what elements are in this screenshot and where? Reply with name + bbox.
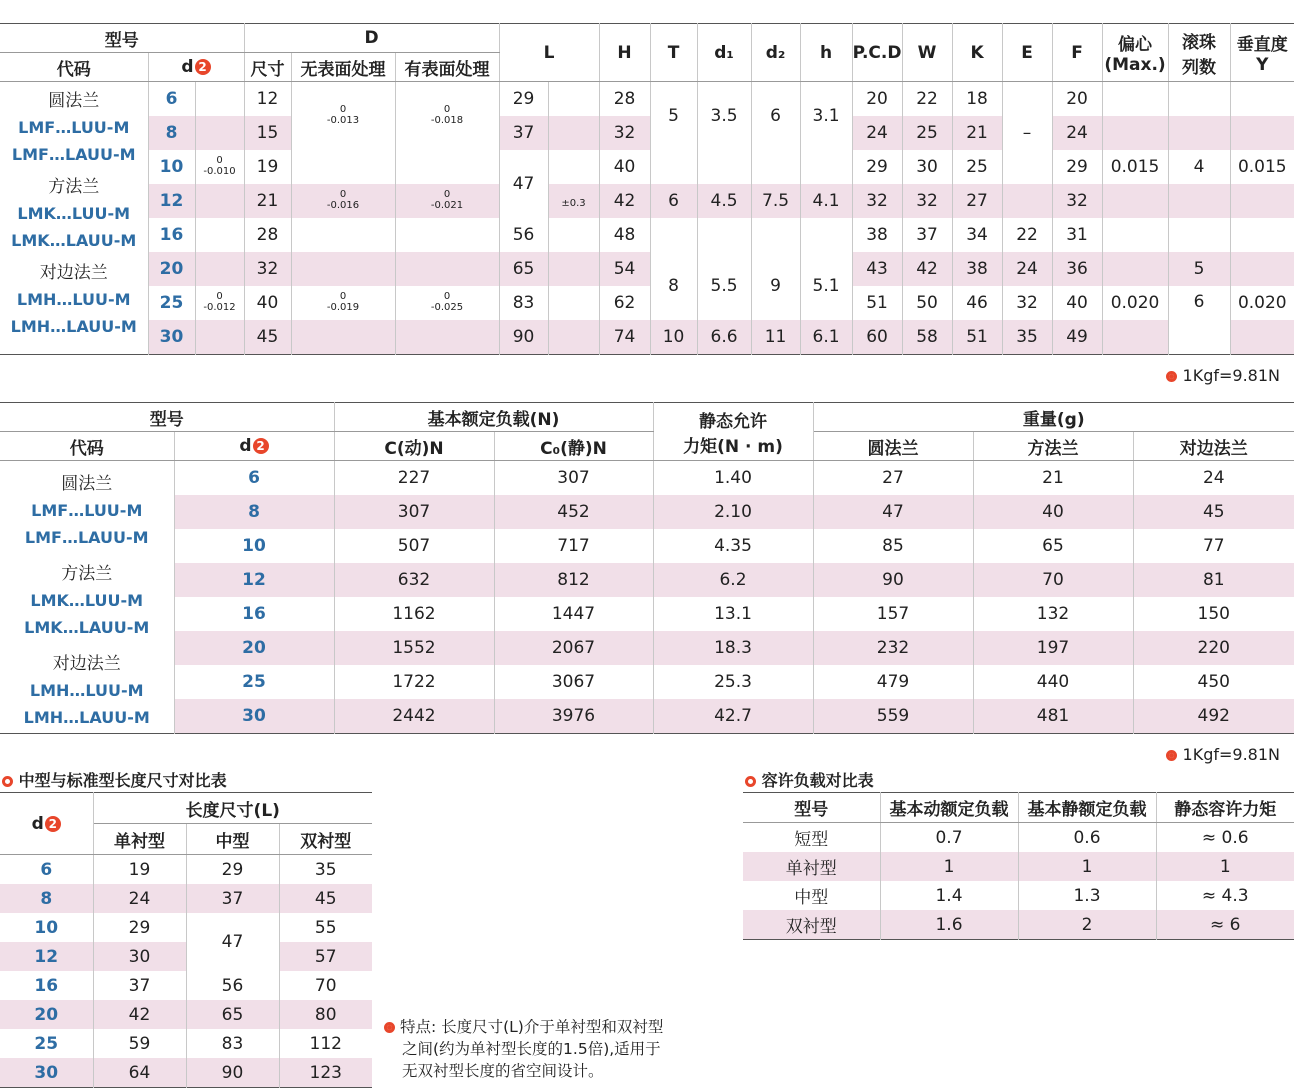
d-value: 6 [148,82,195,117]
dynamic-load-value: 1.6 [880,910,1018,940]
header-H: H [599,24,650,82]
d-value: 20 [0,1000,93,1029]
c0-static-value: 307 [494,461,653,496]
D-tol: 0 -0.021 [395,184,499,218]
header-L: L [499,24,599,82]
header-T: T [650,24,697,82]
type-value: 单衬型 [743,852,880,881]
square-flange-weight: 40 [973,495,1133,529]
single-value: 64 [93,1058,186,1088]
header-round-flange: 圆法兰 [813,432,973,461]
H-value: 28 [599,82,650,117]
static-moment-value: 4.35 [653,529,813,563]
d-value: 16 [174,597,334,631]
bullet-icon [1166,750,1177,761]
c-dynamic-value: 1722 [334,665,494,699]
E-value: 24 [1002,252,1052,286]
E-value: – [1002,82,1052,185]
table-row [0,563,1294,597]
T-value: 10 [650,320,697,355]
H-value: 74 [599,320,650,355]
eccentricity-value: 0.020 [1102,286,1168,320]
F-value: 32 [1052,184,1102,218]
square-flange-weight: 481 [973,699,1133,734]
dynamic-load-value: 1 [880,852,1018,881]
E-value: 22 [1002,218,1052,252]
W-value: 22 [902,82,952,117]
static-moment-value: 25.3 [653,665,813,699]
d-value: 25 [174,665,334,699]
D-value: 19 [244,150,291,184]
static-moment-value: 13.1 [653,597,813,631]
d-value: 16 [0,971,93,1000]
static-moment-value: 2.10 [653,495,813,529]
d-value: 8 [0,884,93,913]
two-side-flange-weight: 77 [1202,536,1225,556]
c0-static-value: 3067 [494,665,653,699]
unit-note-1: 1Kgf=9.81N [1166,366,1280,385]
pcd-value: 43 [852,252,902,286]
L-value: 65 [499,252,548,286]
h-value: 4.1 [800,184,852,218]
mid-value: 65 [186,1000,279,1029]
double-value: 70 [314,975,337,996]
static-moment-value: 18.3 [653,631,813,665]
K-value: 21 [952,116,1002,150]
header-d: d 2 [174,432,334,461]
single-value: 30 [93,942,186,971]
header-c-dynamic: C(动)N [334,432,494,461]
pcd-value: 38 [852,218,902,252]
L-value: 90 [499,320,548,355]
header-h: h [800,24,852,82]
W-value: 50 [902,286,952,320]
h-value: 3.1 [800,82,852,151]
double-value: 45 [279,884,372,913]
dynamic-load-value: 1.4 [880,881,1018,910]
header-model: 型号 [0,24,244,53]
F-value: 31 [1052,218,1102,252]
d-value: 20 [174,631,334,665]
header-K: K [952,24,1002,82]
d-value: 30 [174,699,334,734]
E-value: 32 [1002,286,1052,320]
round-flange-weight: 559 [813,699,973,734]
static-moment-value: 1.40 [653,461,813,496]
d1-value: 5.5 [697,252,751,320]
pcd-value: 29 [852,150,902,184]
static-moment-value: ≈ 6 [1156,910,1294,940]
d2-value: 11 [751,320,800,355]
round-flange-weight: 85 [813,529,973,563]
single-value: 29 [93,913,186,942]
mid-value: 37 [186,884,279,913]
pcd-value: 51 [852,286,902,320]
d-value: 30 [148,320,195,355]
static-moment-value: 6.2 [653,563,813,597]
table-row [0,631,1294,665]
header-mid: 中型 [186,824,279,855]
single-value: 42 [93,1000,186,1029]
D-value: 15 [244,116,291,150]
header-static-moment: 静态容许力矩 [1156,793,1294,823]
mid-value: 83 [186,1029,279,1058]
header-size: 尺寸 [244,53,291,82]
K-value: 34 [952,218,1002,252]
two-side-flange-weight: 150 [1197,604,1230,624]
c-dynamic-value: 632 [334,563,494,597]
F-value: 36 [1052,252,1102,286]
header-weight: 重量(g) [813,403,1294,432]
circle-bullet-icon [2,776,13,787]
header-ball-rows: 滚珠 列数 [1168,24,1230,82]
W-value: 42 [902,252,952,286]
static-moment-value: 42.7 [653,699,813,734]
two-side-flange-weight: 492 [1133,699,1294,734]
header-code: 代码 [0,432,174,461]
D-tol: 0 -0.019 [291,286,395,320]
table-row [743,852,1294,881]
c0-static-value: 717 [494,529,653,563]
c-dynamic-value: 507 [334,529,494,563]
T-value: 8 [650,252,697,320]
dynamic-load-value: 0.7 [880,823,1018,853]
header-pcd: P.C.D [852,24,902,82]
mid-value: 56 [186,971,279,1000]
table-row [0,597,1294,631]
round-flange-weight: 47 [813,495,973,529]
D-value: 45 [244,320,291,355]
K-value: 18 [952,82,1002,117]
table-row [0,495,1294,529]
model-codes: 圆法兰 LMF…LUU-M LMF…LAUU-M 方法兰 LMK…LUU-M LMK…LAUU-M 对边法兰 LMH…LUU-M LMH…LAUU-M [0,82,148,355]
round-flange-weight: 157 [813,597,973,631]
d1-value: 3.5 [697,82,751,151]
round-flange-weight: 27 [813,461,973,496]
perpendicularity-value: 0.015 [1237,157,1287,177]
square-flange-weight: 132 [973,597,1133,631]
D-value: 21 [244,184,291,218]
table-row [0,665,1294,699]
pcd-value: 32 [852,184,902,218]
W-value: 58 [902,320,952,355]
H-value: 32 [599,116,650,150]
header-dynamic-load: 基本动额定负载 [880,793,1018,823]
D-value: 28 [244,218,291,252]
K-value: 51 [952,320,1002,355]
T-value: 5 [650,82,697,151]
header-d2: d₂ [751,24,800,82]
header-d: d 2 [148,53,244,82]
d-value: 8 [148,116,195,150]
header-D: D [244,24,499,53]
header-model: 型号 [0,403,334,432]
double-value: 80 [279,1000,372,1029]
pcd-value: 60 [852,320,902,355]
static-moment-value: ≈ 4.3 [1201,885,1249,906]
D-tol: 0 -0.025 [395,286,499,320]
header-no-surface: 无表面处理 [291,53,395,82]
H-value: 40 [599,150,650,184]
single-value: 19 [93,855,186,885]
c0-static-value: 452 [494,495,653,529]
mid-value: 90 [186,1058,279,1088]
K-value: 27 [952,184,1002,218]
marker-2-icon: 2 [253,438,269,454]
square-flange-weight: 197 [973,631,1133,665]
d-tol: 0 -0.010 [195,150,244,184]
c-dynamic-value: 1552 [334,631,494,665]
E-value: 35 [1002,320,1052,355]
single-value: 37 [93,971,186,1000]
model-codes: 圆法兰 LMF…LUU-M LMF…LAUU-M 方法兰 LMK…LUU-M LMK…LAUU-M 对边法兰 LMH…LUU-M LMH…LAUU-M [0,461,174,734]
static-load-value: 1.3 [1018,881,1156,910]
c-dynamic-value: 2442 [334,699,494,734]
header-surface: 有表面处理 [395,53,499,82]
h-value: 5.1 [800,252,852,320]
d-value: 25 [148,286,195,320]
D-value: 40 [244,286,291,320]
d-value: 12 [0,942,93,971]
c-dynamic-value: 227 [334,461,494,496]
d1-value: 4.5 [697,184,751,218]
pcd-value: 20 [852,82,902,117]
header-E: E [1002,24,1052,82]
unit-note-2: 1Kgf=9.81N [1166,745,1280,764]
c-dynamic-value: 307 [334,495,494,529]
header-c0-static: C₀(静)N [494,432,653,461]
two-side-flange-weight: 450 [1197,672,1230,692]
d-value: 10 [148,150,195,184]
d2-value: 9 [751,252,800,320]
W-value: 32 [902,184,952,218]
d-value: 10 [174,529,334,563]
F-value: 29 [1052,150,1102,184]
table-row [0,699,1294,734]
ball-rows-value: 4 [1168,150,1230,184]
L-value: 83 [499,286,548,320]
square-flange-weight: 70 [973,563,1133,597]
bullet-icon [384,1022,395,1033]
two-side-flange-weight: 81 [1133,563,1294,597]
D-value: 12 [244,82,291,117]
type-value: 中型 [743,881,880,910]
header-d1: d₁ [697,24,751,82]
eccentricity-value: 0.015 [1102,150,1168,184]
K-value: 25 [952,150,1002,184]
static-load-value: 0.6 [1018,823,1156,853]
c0-static-value: 1447 [494,597,653,631]
c0-static-value: 812 [494,563,653,597]
table-row [0,529,1294,563]
header-square-flange: 方法兰 [973,432,1133,461]
D-tol: 0 -0.016 [291,184,395,218]
header-perpendicularity: 垂直度 Y [1230,24,1294,82]
double-value: 57 [279,942,372,971]
L-value: 29 [499,82,548,117]
d-value: 30 [0,1058,93,1088]
D-tol: 0 -0.018 [395,82,499,151]
single-value: 24 [93,884,186,913]
header-static-moment: 静态允许 力矩(N · m) [653,403,813,461]
header-two-side-flange: 对边法兰 [1133,432,1294,461]
header-model: 型号 [743,793,880,823]
round-flange-weight: 232 [813,631,973,665]
W-value: 37 [902,218,952,252]
d1-value: 6.6 [697,320,751,355]
L-value: 56 [499,218,548,252]
L-value: 37 [499,116,548,150]
ball-rows-value: 6 [1168,286,1230,355]
header-rated-load: 基本额定负载(N) [334,403,653,432]
header-eccentricity: 偏心 (Max.) [1102,24,1168,82]
marker-2-icon: 2 [195,59,211,75]
feature-note: 特点: 长度尺寸(L)介于单衬型和双衬型 之间(约为单衬型长度的1.5倍),适用于 无双衬型长度的省空间设计。 [384,1016,663,1082]
double-value: 123 [279,1058,372,1088]
d-value: 25 [0,1029,93,1058]
round-flange-weight: 90 [813,563,973,597]
D-value: 32 [244,252,291,286]
bullet-icon [1166,371,1177,382]
d-value: 10 [0,913,93,942]
circle-bullet-icon [745,776,756,787]
double-value: 55 [314,917,337,938]
square-flange-weight: 440 [973,665,1133,699]
header-d: d 2 [0,793,93,855]
header-F: F [1052,24,1102,82]
two-side-flange-weight: 45 [1133,495,1294,529]
c0-static-value: 2067 [494,631,653,665]
type-value: 短型 [743,823,880,853]
length-comparison-table [0,792,372,1088]
ball-rows-value: 5 [1168,252,1230,286]
pcd-value: 24 [852,116,902,150]
d-tol: 0 -0.012 [195,286,244,320]
H-value: 42 [599,184,650,218]
F-value: 20 [1052,82,1102,117]
dimension-table [0,23,1294,355]
section-title-load: 容许负载对比表 [745,768,874,791]
mid-value: 29 [186,855,279,885]
double-value: 35 [314,859,337,880]
F-value: 40 [1052,286,1102,320]
d-value: 6 [174,461,334,496]
mid-value: 47 [186,913,279,971]
H-value: 48 [599,218,650,252]
F-value: 49 [1052,320,1102,355]
c0-static-value: 3976 [494,699,653,734]
type-value: 双衬型 [743,910,880,940]
D-tol: 0 -0.013 [291,82,395,151]
header-length: 长度尺寸(L) [93,793,372,824]
d-value: 12 [148,184,195,218]
d-value: 8 [174,495,334,529]
F-value: 24 [1052,116,1102,150]
static-moment-value: 1 [1156,852,1294,881]
load-weight-table [0,402,1294,734]
d-value: 20 [148,252,195,286]
header-code: 代码 [0,53,148,82]
table-row [743,823,1294,853]
static-load-value: 2 [1018,910,1156,940]
d2-value: 6 [751,82,800,151]
K-value: 46 [952,286,1002,320]
header-W: W [902,24,952,82]
d-value: 6 [0,855,93,885]
header-double: 双衬型 [279,824,372,855]
W-value: 30 [902,150,952,184]
header-single: 单衬型 [93,824,186,855]
square-flange-weight: 65 [973,529,1133,563]
table-row [0,461,1294,496]
static-moment-value: ≈ 0.6 [1201,827,1249,848]
h-value: 6.1 [800,320,852,355]
H-value: 54 [599,252,650,286]
d-value: 12 [174,563,334,597]
double-value: 112 [309,1033,342,1054]
T-value: 6 [650,184,697,218]
table-row [743,910,1294,940]
marker-2-icon: 2 [45,816,61,832]
d-value: 16 [148,218,195,252]
two-side-flange-weight: 24 [1202,468,1225,488]
W-value: 25 [902,116,952,150]
K-value: 38 [952,252,1002,286]
d2-value: 7.5 [751,184,800,218]
perpendicularity-value: 0.020 [1237,293,1287,313]
two-side-flange-weight: 220 [1133,631,1294,665]
header-static-load: 基本静额定负载 [1018,793,1156,823]
static-load-value: 1 [1018,852,1156,881]
section-title-length: 中型与标准型长度尺寸对比表 [2,768,227,791]
single-value: 59 [93,1029,186,1058]
load-comparison-table [743,792,1294,940]
round-flange-weight: 479 [813,665,973,699]
table-row [743,881,1294,910]
H-value: 62 [599,286,650,320]
square-flange-weight: 21 [973,461,1133,496]
L-tol: ±0.3 [548,184,599,218]
L-value: 47 [499,150,548,218]
c-dynamic-value: 1162 [334,597,494,631]
